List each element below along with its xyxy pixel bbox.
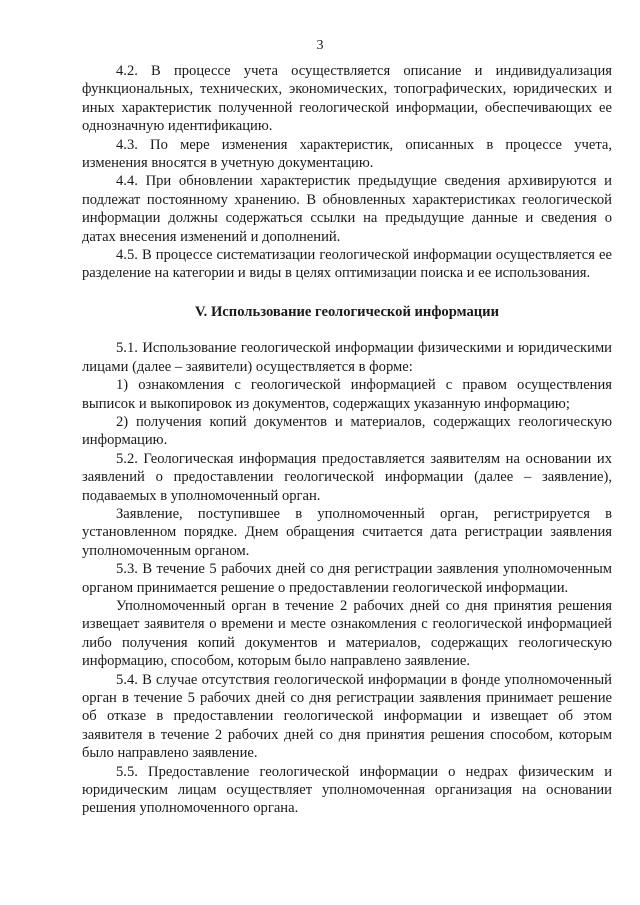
- paragraph-5-3: 5.3. В течение 5 рабочих дней со дня регистрации заявления уполномоченным органом принимается решение о предоставлении геологической информации.: [82, 561, 612, 596]
- section-title: V. Использование геологической информации: [195, 303, 499, 320]
- paragraph-4-5: 4.5. В процессе систематизации геологической информации осуществляется ее разделение на категории и виды в целях оптимизации поиска и ее использования.: [82, 247, 612, 282]
- page-number: 3: [316, 38, 324, 53]
- paragraph-5-1-item-1: 1) ознакомления с геологической информацией с правом осуществления выписок и выкопировок из документов, содержащих указанную информацию;: [82, 377, 612, 412]
- paragraph-5-2: 5.2. Геологическая информация предоставляется заявителям на основании их заявлений о предоставлении геологической информации (далее – заявление), подаваемых в уполномоченный орган.: [82, 450, 612, 504]
- paragraph-5-4: 5.4. В случае отсутствия геологической информации в фонде уполномоченный орган в течение 5 рабочих дней со дня регистрации заявления принимает решение об отказе в предоставлении геологической информации и извещает об этом заявителя в течение 2 рабочих дней со дня принятия решения способом, которым было направлено заявление.: [82, 671, 612, 762]
- paragraph-5-1-item-2: 2) получения копий документов и материалов, содержащих геологическую информацию.: [82, 413, 612, 449]
- paragraph-4-3: 4.3. По мере изменения характеристик, описанных в процессе учета, изменения вносятся в учетную документацию.: [82, 136, 612, 172]
- paragraph-5-1: 5.1. Использование геологической информации физическими и юридическими лицами (далее – заявители) осуществляется в форме:: [82, 340, 612, 375]
- document-body: [82, 62, 612, 818]
- paragraph-4-4: 4.4. При обновлении характеристик предыдущие сведения архивируются и подлежат постоянному хранению. В обновленных характеристиках геологической информации должны содержаться ссылки на предыдущие данные и сведения о датах внесения изменений и дополнений.: [82, 173, 612, 245]
- paragraph-5-3-notification: Уполномоченный орган в течение 2 рабочих дней со дня принятия решения извещает заявителя о времени и месте ознакомления с геологической информацией либо получения копий документов и материалов, содержащих геологическую информацию, способом, которым было направлено заявление.: [82, 597, 612, 670]
- paragraph-5-2-registration: Заявление, поступившее в уполномоченный орган, регистрируется в установленном порядке. Днем обращения считается дата регистрации заявления уполномоченным органом.: [82, 505, 612, 559]
- paragraph-4-2: 4.2. В процессе учета осуществляется описание и индивидуализация функциональных, технических, экономических, топографических, юридических и иных характеристик полученной геологической информации, обеспечивающих ее однозначную идентификацию.: [82, 63, 612, 135]
- paragraph-5-5: 5.5. Предоставление геологической информации о недрах физическим и юридическим лицам осуществляет уполномоченная организация на основании решения уполномоченного органа.: [82, 763, 612, 817]
